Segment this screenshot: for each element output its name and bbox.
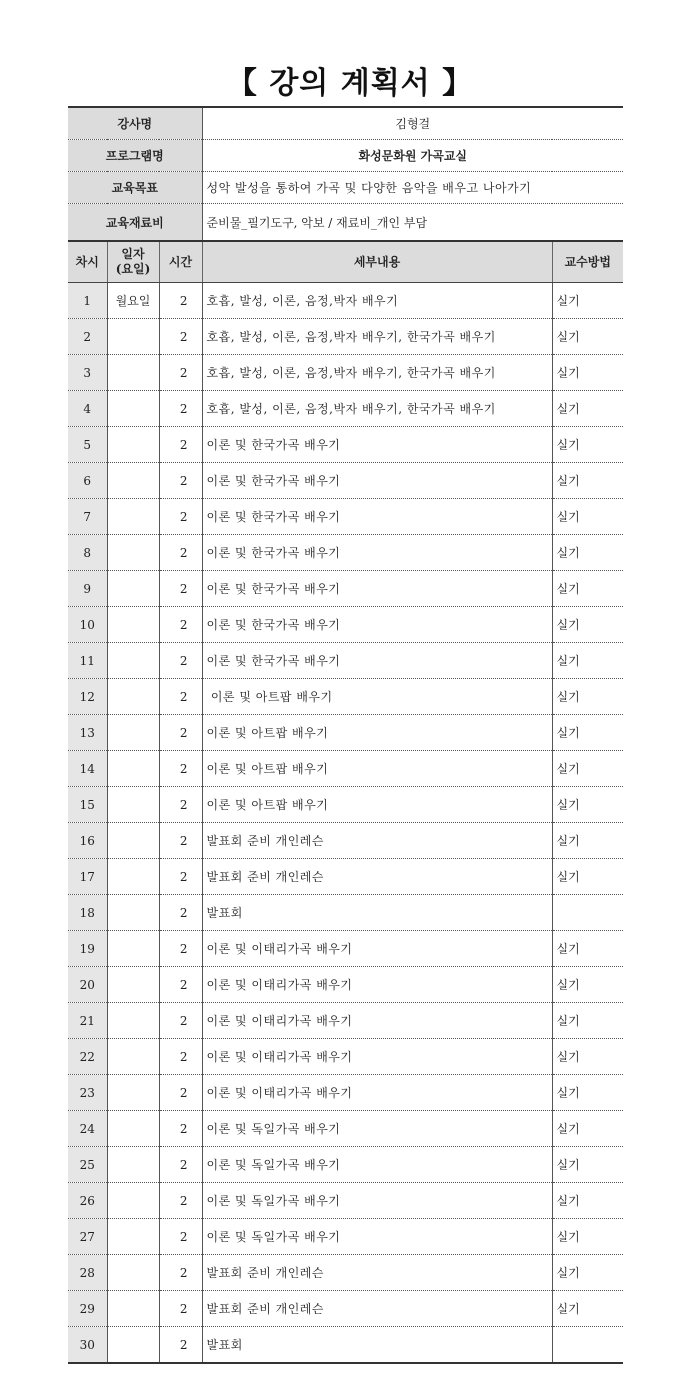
cell-no: 12 [68, 679, 107, 715]
table-row [68, 355, 623, 391]
cell-no: 29 [68, 1291, 107, 1327]
table-row [68, 931, 623, 967]
cell-method: 실기 [552, 463, 623, 499]
cell-no: 17 [68, 859, 107, 895]
cell-content: 호흡, 발성, 이론, 음정,박자 배우기, 한국가곡 배우기 [202, 391, 552, 427]
table-row [68, 391, 623, 427]
cell-no: 24 [68, 1111, 107, 1147]
instructor-value: 김형걸 [202, 107, 623, 140]
cell-no: 16 [68, 823, 107, 859]
page-title: 【 강의 계획서 】 [226, 66, 474, 101]
cell-hours: 2 [159, 463, 202, 499]
table-row [68, 1255, 623, 1291]
schedule-header [68, 241, 623, 283]
cell-hours: 2 [159, 427, 202, 463]
cell-day [107, 355, 159, 391]
table-row [68, 895, 623, 931]
cell-no: 30 [68, 1327, 107, 1364]
cell-hours: 2 [159, 1003, 202, 1039]
cell-hours: 2 [159, 1183, 202, 1219]
cell-content: 이론 및 아트팝 배우기 [202, 715, 552, 751]
table-row [68, 751, 623, 787]
header-day: 일자 (요일) [107, 241, 159, 283]
cell-method [552, 895, 623, 931]
cell-content: 이론 및 한국가곡 배우기 [202, 643, 552, 679]
cell-day [107, 1255, 159, 1291]
cell-hours: 2 [159, 895, 202, 931]
cell-no: 5 [68, 427, 107, 463]
table-row [68, 607, 623, 643]
cell-content: 이론 및 아트팝 배우기 [202, 751, 552, 787]
cell-content: 이론 및 아트팝 배우기 [202, 679, 552, 715]
cell-method: 실기 [552, 1219, 623, 1255]
cell-day [107, 571, 159, 607]
cell-content: 이론 및 이태리가곡 배우기 [202, 1003, 552, 1039]
cell-day [107, 643, 159, 679]
cell-method: 실기 [552, 607, 623, 643]
cell-day [107, 499, 159, 535]
goal-label: 교육목표 [68, 172, 202, 204]
table-row [68, 571, 623, 607]
cell-hours: 2 [159, 319, 202, 355]
cell-method: 실기 [552, 283, 623, 319]
cell-hours: 2 [159, 1219, 202, 1255]
cell-method: 실기 [552, 751, 623, 787]
cell-hours: 2 [159, 355, 202, 391]
cell-day [107, 1111, 159, 1147]
cell-content: 이론 및 한국가곡 배우기 [202, 499, 552, 535]
cell-method: 실기 [552, 787, 623, 823]
cell-method: 실기 [552, 355, 623, 391]
cell-content: 이론 및 아트팝 배우기 [202, 787, 552, 823]
cell-hours: 2 [159, 679, 202, 715]
program-label: 프로그램명 [68, 140, 202, 172]
cell-hours: 2 [159, 751, 202, 787]
table-row [68, 1039, 623, 1075]
cell-content: 이론 및 한국가곡 배우기 [202, 463, 552, 499]
cell-method: 실기 [552, 535, 623, 571]
cell-method: 실기 [552, 1039, 623, 1075]
table-row [68, 1219, 623, 1255]
cell-hours: 2 [159, 1291, 202, 1327]
cell-hours: 2 [159, 787, 202, 823]
cell-hours: 2 [159, 643, 202, 679]
cell-day [107, 931, 159, 967]
cell-content: 발표회 준비 개인레슨 [202, 1291, 552, 1327]
cell-content: 이론 및 한국가곡 배우기 [202, 427, 552, 463]
cell-hours: 2 [159, 967, 202, 1003]
cell-hours: 2 [159, 1255, 202, 1291]
cell-no: 23 [68, 1075, 107, 1111]
cell-content: 이론 및 한국가곡 배우기 [202, 535, 552, 571]
goal-value: 성악 발성을 통하여 가곡 및 다양한 음악을 배우고 나아가기 [202, 172, 623, 204]
cell-method: 실기 [552, 1183, 623, 1219]
cell-method: 실기 [552, 1111, 623, 1147]
cell-hours: 2 [159, 1327, 202, 1364]
lecture-plan-table [68, 106, 623, 1364]
table-row [68, 1147, 623, 1183]
cell-day [107, 1183, 159, 1219]
table-row [68, 1327, 623, 1364]
cell-content: 이론 및 이태리가곡 배우기 [202, 1039, 552, 1075]
cell-hours: 2 [159, 715, 202, 751]
cell-day [107, 895, 159, 931]
cell-method: 실기 [552, 427, 623, 463]
cell-day [107, 1291, 159, 1327]
cell-no: 25 [68, 1147, 107, 1183]
table-row [68, 787, 623, 823]
table-row [68, 643, 623, 679]
cell-no: 10 [68, 607, 107, 643]
cell-method: 실기 [552, 931, 623, 967]
cell-method: 실기 [552, 1291, 623, 1327]
cell-no: 21 [68, 1003, 107, 1039]
cell-day [107, 463, 159, 499]
cell-hours: 2 [159, 283, 202, 319]
table-row [68, 1183, 623, 1219]
cell-content: 이론 및 독일가곡 배우기 [202, 1183, 552, 1219]
table-row [68, 499, 623, 535]
cell-day [107, 715, 159, 751]
cell-method: 실기 [552, 499, 623, 535]
cell-day [107, 859, 159, 895]
cell-no: 20 [68, 967, 107, 1003]
table-row [68, 679, 623, 715]
cell-no: 27 [68, 1219, 107, 1255]
cell-hours: 2 [159, 1111, 202, 1147]
cell-content: 발표회 준비 개인레슨 [202, 1255, 552, 1291]
table-row [68, 823, 623, 859]
cell-no: 14 [68, 751, 107, 787]
goal-row [68, 172, 623, 204]
cell-method: 실기 [552, 679, 623, 715]
cell-hours: 2 [159, 571, 202, 607]
cell-hours: 2 [159, 931, 202, 967]
cell-method: 실기 [552, 571, 623, 607]
cell-day [107, 391, 159, 427]
cell-content: 이론 및 한국가곡 배우기 [202, 571, 552, 607]
table-row [68, 715, 623, 751]
cell-no: 9 [68, 571, 107, 607]
cell-no: 8 [68, 535, 107, 571]
cell-no: 3 [68, 355, 107, 391]
table-row [68, 463, 623, 499]
cell-day [107, 607, 159, 643]
cell-no: 28 [68, 1255, 107, 1291]
cell-method: 실기 [552, 1147, 623, 1183]
cell-method: 실기 [552, 715, 623, 751]
cell-hours: 2 [159, 535, 202, 571]
cell-day [107, 1075, 159, 1111]
cell-method: 실기 [552, 391, 623, 427]
table-row [68, 1075, 623, 1111]
cell-content: 발표회 [202, 1327, 552, 1364]
cell-content: 호흡, 발성, 이론, 음정,박자 배우기 [202, 283, 552, 319]
cell-day [107, 751, 159, 787]
cell-hours: 2 [159, 607, 202, 643]
cell-method [552, 1327, 623, 1364]
instructor-label: 강사명 [68, 107, 202, 140]
header-hours: 시간 [159, 241, 202, 283]
cell-content: 발표회 준비 개인레슨 [202, 823, 552, 859]
cell-content: 이론 및 독일가곡 배우기 [202, 1147, 552, 1183]
table-row [68, 967, 623, 1003]
cell-hours: 2 [159, 1075, 202, 1111]
cell-hours: 2 [159, 859, 202, 895]
header-no: 차시 [68, 241, 107, 283]
cell-content: 발표회 [202, 895, 552, 931]
cell-day [107, 319, 159, 355]
cell-method: 실기 [552, 1003, 623, 1039]
cell-no: 22 [68, 1039, 107, 1075]
cell-no: 7 [68, 499, 107, 535]
cell-hours: 2 [159, 391, 202, 427]
cell-day [107, 967, 159, 1003]
table-row [68, 535, 623, 571]
instructor-row [68, 107, 623, 140]
cell-content: 이론 및 이태리가곡 배우기 [202, 931, 552, 967]
cell-no: 19 [68, 931, 107, 967]
table-row [68, 283, 623, 319]
cell-day [107, 1003, 159, 1039]
cell-content: 호흡, 발성, 이론, 음정,박자 배우기, 한국가곡 배우기 [202, 355, 552, 391]
cell-method: 실기 [552, 1075, 623, 1111]
cell-content: 호흡, 발성, 이론, 음정,박자 배우기, 한국가곡 배우기 [202, 319, 552, 355]
cell-no: 13 [68, 715, 107, 751]
cell-method: 실기 [552, 859, 623, 895]
table-row [68, 1291, 623, 1327]
header-row [68, 241, 623, 283]
cell-hours: 2 [159, 1039, 202, 1075]
cell-day [107, 1327, 159, 1364]
cell-no: 15 [68, 787, 107, 823]
info-section [68, 107, 623, 241]
table-row [68, 319, 623, 355]
cell-day [107, 1039, 159, 1075]
cell-content: 이론 및 한국가곡 배우기 [202, 607, 552, 643]
cell-day [107, 1147, 159, 1183]
cell-day [107, 1219, 159, 1255]
cell-no: 6 [68, 463, 107, 499]
materials-value: 준비물_필기도구, 악보 / 재료비_개인 부담 [202, 204, 623, 242]
cell-no: 4 [68, 391, 107, 427]
cell-day [107, 787, 159, 823]
cell-content: 이론 및 이태리가곡 배우기 [202, 967, 552, 1003]
materials-row [68, 204, 623, 242]
cell-hours: 2 [159, 1147, 202, 1183]
table-row [68, 1003, 623, 1039]
cell-no: 2 [68, 319, 107, 355]
cell-day: 월요일 [107, 283, 159, 319]
cell-content: 이론 및 독일가곡 배우기 [202, 1111, 552, 1147]
cell-no: 11 [68, 643, 107, 679]
cell-hours: 2 [159, 823, 202, 859]
header-content: 세부내용 [202, 241, 552, 283]
header-method: 교수방법 [552, 241, 623, 283]
schedule-body [68, 283, 623, 1364]
table-row [68, 1111, 623, 1147]
materials-label: 교육재료비 [68, 204, 202, 242]
cell-method: 실기 [552, 823, 623, 859]
cell-day [107, 679, 159, 715]
cell-day [107, 823, 159, 859]
cell-content: 이론 및 이태리가곡 배우기 [202, 1075, 552, 1111]
table-row [68, 427, 623, 463]
cell-no: 18 [68, 895, 107, 931]
table-row [68, 859, 623, 895]
cell-no: 26 [68, 1183, 107, 1219]
cell-method: 실기 [552, 319, 623, 355]
cell-method: 실기 [552, 643, 623, 679]
cell-no: 1 [68, 283, 107, 319]
cell-content: 이론 및 독일가곡 배우기 [202, 1219, 552, 1255]
cell-day [107, 535, 159, 571]
program-row [68, 140, 623, 172]
cell-method: 실기 [552, 1255, 623, 1291]
cell-content: 발표회 준비 개인레슨 [202, 859, 552, 895]
program-value: 화성문화원 가곡교실 [202, 140, 623, 172]
cell-method: 실기 [552, 967, 623, 1003]
cell-day [107, 427, 159, 463]
cell-hours: 2 [159, 499, 202, 535]
